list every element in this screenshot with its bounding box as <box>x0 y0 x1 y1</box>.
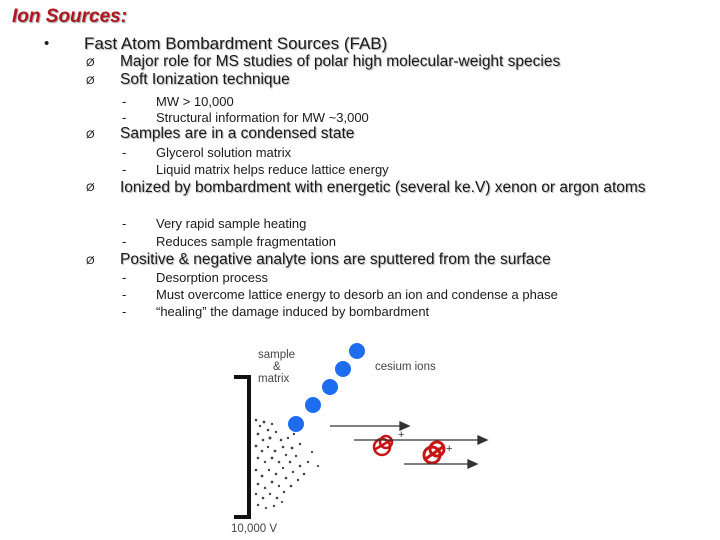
dash-bullet: - <box>122 234 127 249</box>
dash-bullet: - <box>122 270 127 285</box>
heading-fab: Fast Atom Bombardment Sources (FAB) <box>84 34 388 53</box>
dash-bullet: - <box>122 162 127 177</box>
dash-bullet: - <box>122 304 127 319</box>
dash-bullet: - <box>122 145 127 160</box>
electrode-bracket <box>234 377 249 517</box>
arrow-bullet-icon: Ø <box>86 129 95 141</box>
point-5: Positive & negative analyte ions are sputtered from the surface <box>120 251 551 268</box>
arrow-bullet-icon: Ø <box>86 255 95 267</box>
point-3-sub-2: Liquid matrix helps reduce lattice energy <box>156 162 389 177</box>
point-2-sub-1: MW > 10,000 <box>156 94 234 109</box>
point-3-sub-1: Glycerol solution matrix <box>156 145 292 160</box>
point-4-sub-1: Very rapid sample heating <box>156 216 307 231</box>
point-4-sub-2: Reduces sample fragmentation <box>156 234 336 249</box>
dash-bullet: - <box>122 94 127 109</box>
ion-trajectory-arrows <box>330 422 487 468</box>
arrow-bullet-icon: Ø <box>86 182 95 194</box>
point-5-sub-1: Desorption process <box>156 270 268 285</box>
sputtered-ion-left <box>374 436 392 455</box>
label-matrix: matrix <box>258 373 290 385</box>
point-2-sub-2: Structural information for MW ~3,000 <box>156 110 369 125</box>
arrow-bullet-icon: Ø <box>86 75 95 87</box>
bullet-icon: • <box>44 35 50 52</box>
label-amp: & <box>273 361 281 373</box>
arrow-bullet-icon: Ø <box>86 57 95 69</box>
dash-bullet: - <box>122 216 127 231</box>
dash-bullet: - <box>122 110 127 125</box>
svg-text:+: + <box>398 429 405 441</box>
point-5-sub-3: “healing” the damage induced by bombardment <box>156 304 430 319</box>
point-1: Major role for MS studies of polar high molecular-weight species <box>120 53 561 70</box>
slide-title: Ion Sources: <box>12 6 128 27</box>
point-2: Soft Ionization technique <box>120 71 290 88</box>
point-5-sub-2: Must overcome lattice energy to desorb an ion and condense a phase <box>156 287 558 302</box>
point-4: Ionized by bombardment with energetic (several ke.V) xenon or argon atoms <box>120 179 646 196</box>
cesium-ion-beam <box>288 343 365 432</box>
label-cesium-ions: cesium ions <box>375 361 436 373</box>
sputtered-ion-right <box>424 442 444 463</box>
dash-bullet: - <box>122 287 127 302</box>
svg-text:+: + <box>446 443 453 455</box>
label-voltage: 10,000 V <box>231 523 278 535</box>
point-3: Samples are in a condensed state <box>120 125 355 142</box>
sample-matrix-droplet <box>255 419 320 509</box>
label-sample: sample <box>258 349 296 361</box>
